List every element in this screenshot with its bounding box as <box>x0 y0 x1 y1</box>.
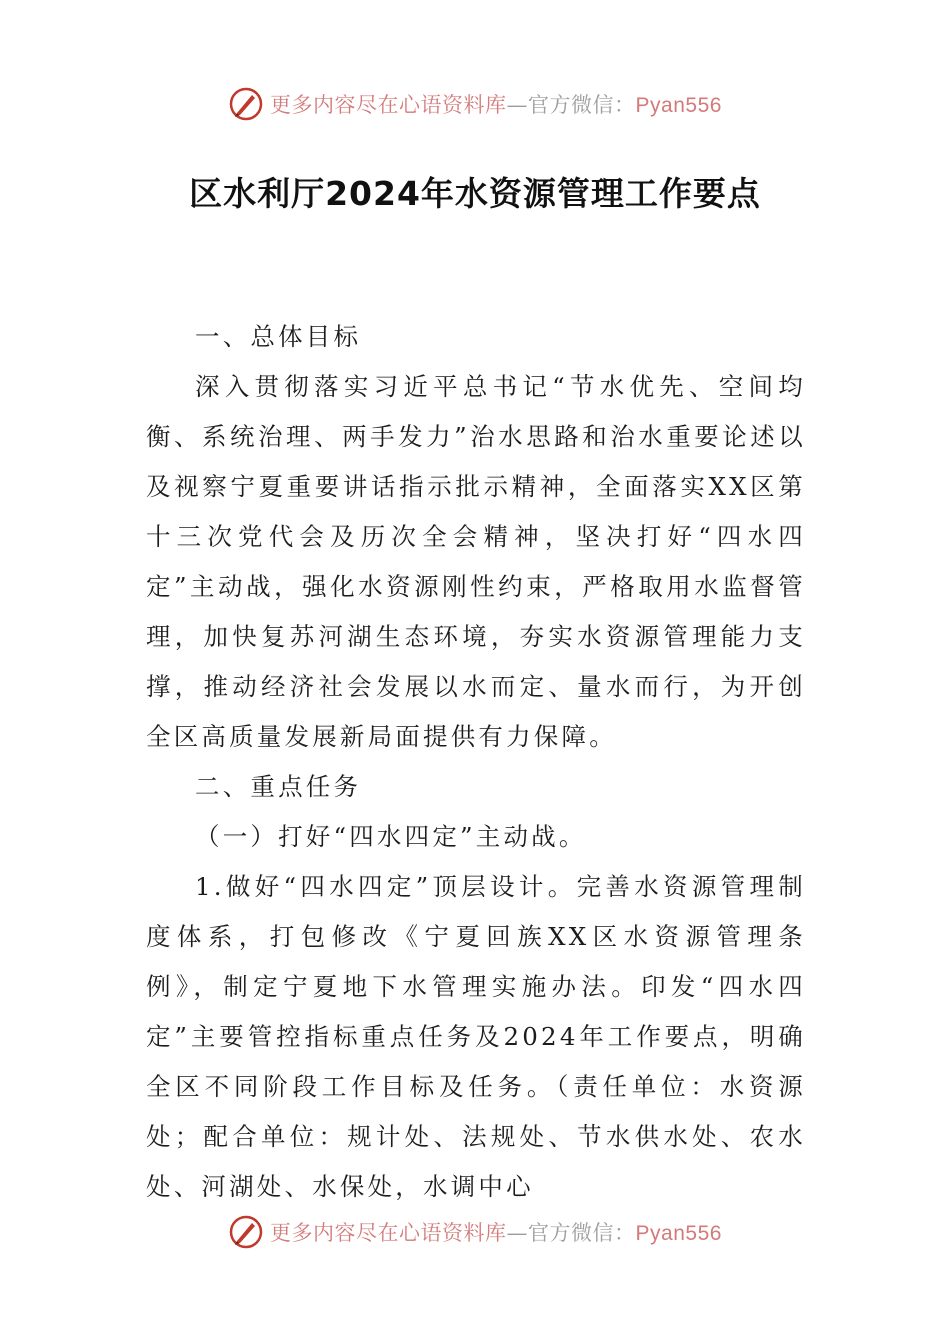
banner-text <box>270 89 722 119</box>
section-1-paragraph: 深入贯彻落实习近平总书记“节水优先、空间均衡、系统治理、两手发力”治水思路和治水重要论述以及视察宁夏重要讲话指示批示精神，全面落实XX区第十三次党代会及历次全会精神，坚决打好“四水四定”主动战，强化水资源刚性约束，严格取用水监督管理，加快复苏河湖生态环境，夯实水资源管理能力支撑，推动经济社会发展以水而定、量水而行，为开创全区高质量发展新局面提供有力保障。 <box>146 372 806 751</box>
document-body <box>146 312 806 1212</box>
banner-wechat-label: 官方微信： <box>528 93 636 117</box>
section-2-item-1: 1.做好“四水四定”顶层设计。完善水资源管理制度体系，打包修改《宁夏回族XX区水资源管理条例》，制定宁夏地下水管理实施办法。印发“四水四定”主要管控指标重点任务及2024年工作要点，明确全区不同阶段工作目标及任务。（责任单位：水资源处；配合单位：规计处、法规处、节水供水处、农水处、河湖处、水保处，水调中心 <box>146 872 806 1201</box>
banner-dash: — <box>506 1221 529 1245</box>
header-banner <box>0 84 950 124</box>
section-2-subheading-1: （一）打好“四水四定”主动战。 <box>195 822 587 851</box>
banner-text <box>270 1217 722 1247</box>
pen-circle-logo-icon <box>228 86 264 122</box>
pen-circle-logo-icon <box>228 1214 264 1250</box>
page-title: 区水利厅2024年水资源管理工作要点 <box>189 174 761 213</box>
banner-slogan: 更多内容尽在心语资料库 <box>270 1221 507 1245</box>
banner-wechat-id: Pyan556 <box>635 94 722 117</box>
footer-banner <box>0 1212 950 1252</box>
banner-wechat-label: 官方微信： <box>528 1221 636 1245</box>
banner-slogan: 更多内容尽在心语资料库 <box>270 93 507 117</box>
banner-dash: — <box>506 93 529 117</box>
section-1-heading: 一、总体目标 <box>195 322 362 351</box>
section-2-heading: 二、重点任务 <box>195 772 362 801</box>
banner-wechat-id: Pyan556 <box>635 1222 722 1245</box>
